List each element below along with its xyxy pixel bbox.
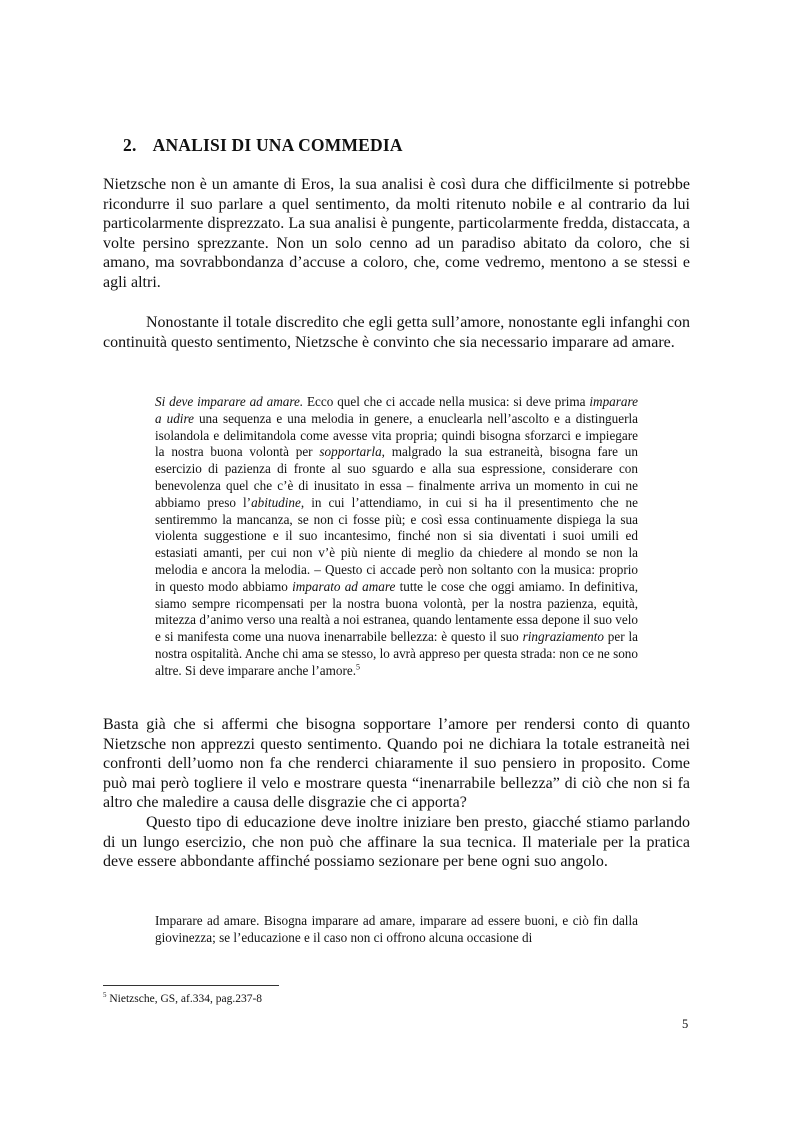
paragraph-discredit: Nonostante il totale discredito che egli getta sull’amore, nonostante egli infanghi con continuità questo sentimento, Nietzsche è convinto che sia necessario imparare ad amare. <box>103 314 690 351</box>
footnote-divider <box>103 985 279 986</box>
footnote-reference[interactable]: 5 <box>356 662 361 672</box>
paragraph-intro: Nietzsche non è un amante di Eros, la sua analisi è così dura che difficilmente si potrebbe ricondurre il suo parlare a quel sentimento, da molti ritenuto nobile e al contrario da lui particolarmente disprezzato. La sua analisi è pungente, particolarmente fredda, distaccata, a volte persino sprezzante. Non un solo cenno ad un paradiso abitato da coloro, che si amano, ma sovrabbondanza d’accuse a coloro, che, come vedremo, mentono a se stessi e agli altri. <box>103 176 690 291</box>
quote-italic: imparare a udire <box>155 394 638 426</box>
section-heading <box>123 135 403 156</box>
footnote-text: Nietzsche, GS, af.334, pag.237-8 <box>106 992 263 1005</box>
quote-italic: imparato ad amare <box>292 578 396 594</box>
quote-italic: ringraziamento <box>522 629 604 645</box>
quote-italic: abitudine <box>251 494 301 510</box>
quote-italic: sopportarla <box>319 444 382 460</box>
page-number: 5 <box>682 1017 689 1031</box>
footnote-marker: 5 <box>103 991 107 999</box>
footnote <box>103 991 262 1005</box>
quote-italic: Si deve imparare ad amare. <box>155 394 304 409</box>
paragraph-tolerate: Basta già che si affermi che bisogna sopportare l’amore per rendersi conto di quanto Nietzsche non apprezzi questo sentimento. Quando poi ne dichiara la totale estraneità nei confronti dell’uomo non fa che renderci chiaramente il suo pensiero in proposito. Come può mai però togliere il velo e mostrare questa “inenarrabile bellezza” di ciò che non si fa altro che maledire a causa delle disgrazie che ci apporta? <box>103 716 690 812</box>
section-title: ANALISI DI UNA COMMEDIA <box>152 135 403 155</box>
block-quote-music: Si deve imparare ad amare. Ecco quel che ci accade nella musica: si deve prima imparare a udire una sequenza e una melodia in genere, a enuclearla nell’ascolto e a distinguerla isolandola e delimitandola come avesse vita propria; quindi bisogna sforzarci e impiegare la nostra buona volontà per sopportarla, malgrado la sua estraneità, bisogna fare un esercizio di pazienza di fronte al suo sguardo e alla sua espressione, considerare con benevolenza quel che c’è di inusitato in essa – finalmente arriva un momento in cui ne abbiamo preso l’abitudine, in cui l’attendiamo, in cui si ha il presentimento che ne sentiremmo la mancanza, se non ci fosse più; e così essa continuamente dispiega la sua violenta suggestione e il suo incantesimo, finché non si sia diventati i suoi umili ed estasiati amanti, per cui non v’è più niente di meglio da chiedere al mondo se non la melodia e ancora la melodia. – Questo ci accade però non soltanto con la musica: proprio in questo modo abbiamo imparato ad amare tutte le cose che oggi amiamo. In definitiva, siamo sempre ricompensati per la nostra buona volontà, per la nostra pazienza, equità, mitezza d’animo verso una realtà a noi estranea, quando lentamente essa depone il suo velo e si manifesta come una nuova inenarrabile bellezza: è questo il suo ringraziamento per la nostra ospitalità. Anche chi ama se stesso, lo avrà appreso per questa strada: non ce ne sono altre. Si deve imparare anche l’amore.$^5$ <box>155 394 638 678</box>
section-number: 2. <box>123 135 137 155</box>
paragraph-education: Questo tipo di educazione deve inoltre iniziare ben presto, giacché stiamo parlando di un lungo esercizio, che non può che affinare la sua tecnica. Il materiale per la pratica deve essere abbondante affinché possiamo sezionare per bene ogni suo angolo. <box>103 814 690 871</box>
block-quote-learn-love: Imparare ad amare. Bisogna imparare ad amare, imparare ad essere buoni, e ciò fin dalla giovinezza; se l’educazione e il caso non ci offrono alcuna occasione di <box>155 913 638 945</box>
